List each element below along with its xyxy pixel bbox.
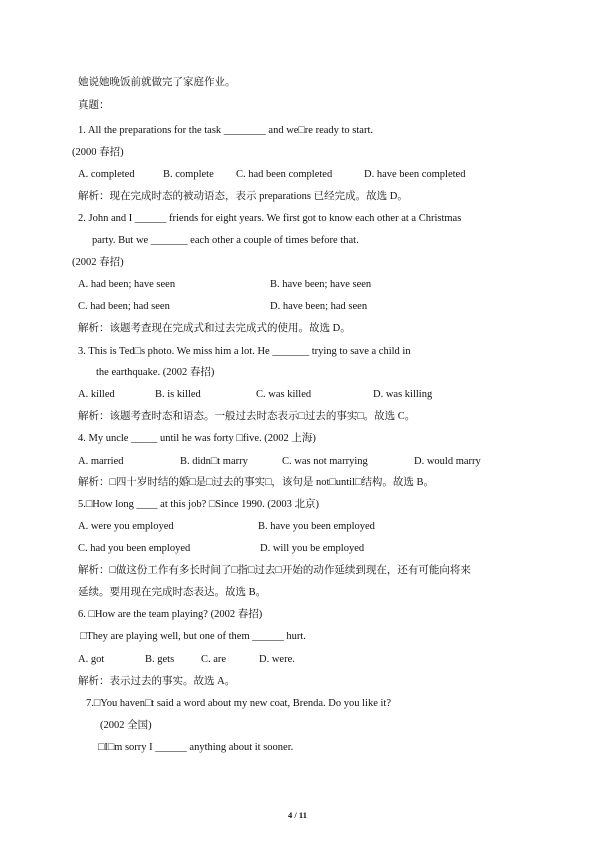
q3-analysis: 解析：该题考查时态和语态。一般过去时态表示□过去的事实□。故选 C。: [78, 411, 416, 422]
q4-analysis: 解析：□四十岁时结的婚□是□过去的事实□，该句是 not□until□结构。故选 B。: [78, 477, 434, 488]
section-label: 真题：: [78, 100, 110, 111]
q2-option-d: D. have been; had seen: [270, 301, 368, 312]
q1-stem: 1. All the preparations for the task ________ and we□re ready to start.: [78, 125, 374, 136]
q3-option-b: B. is killed: [155, 389, 201, 400]
q5-analysis-line2: 延续。要用现在完成时态表达。故选 B。: [78, 587, 267, 598]
q2-option-c: C. had been; had seen: [78, 301, 170, 312]
q6-option-a: A. got: [78, 654, 105, 665]
q1-option-b: B. complete: [163, 169, 214, 180]
q5-stem: 5.□How long ____ at this job? □Since 1990. (2003 北京): [78, 499, 320, 510]
q5-analysis-line1: 解析：□做这份工作有多长时间了□指□过去□开始的动作延续到现在，还有可能向将来: [78, 565, 471, 576]
q1-analysis: 解析：现在完成时态的被动语态，表示 preparations 已经完成。故选 D。: [78, 191, 408, 202]
q1-option-c: C. had been completed: [236, 169, 333, 180]
q4-stem: 4. My uncle _____ until he was forty □five. (2002 上海): [78, 433, 316, 444]
q4-option-d: D. would marry: [414, 456, 481, 467]
q6-analysis: 解析：表示过去的事实。故选 A。: [78, 676, 236, 687]
q5-option-c: C. had you been employed: [78, 543, 191, 554]
q2-option-a: A. had been; have seen: [78, 279, 176, 290]
q7-reply: □I□m sorry I ______ anything about it sooner.: [98, 742, 294, 753]
q1-option-d: D. have been completed: [364, 169, 466, 180]
q3-option-c: C. was killed: [256, 389, 312, 400]
q6-option-d: D. were.: [259, 654, 295, 665]
q5-option-d: D. will you be employed: [260, 543, 365, 554]
q3-stem-line2: the earthquake. (2002 春招): [96, 367, 215, 378]
q6-reply: □They are playing well, but one of them ______ hurt.: [80, 631, 306, 642]
q6-option-b: B. gets: [145, 654, 175, 665]
q2-stem-line1: 2. John and I ______ friends for eight years. We first got to know each other at a Christmas: [78, 213, 462, 224]
q2-stem-line2: party. But we _______ each other a couple of times before that.: [92, 235, 359, 246]
q2-analysis: 解析：该题考查现在完成式和过去完成式的使用。故选 D。: [78, 323, 351, 334]
q5-option-b: B. have you been employed: [258, 521, 375, 532]
q2-option-b: B. have been; have seen: [270, 279, 372, 290]
q3-option-d: D. was killing: [373, 389, 433, 400]
q4-option-b: B. didn□t marry: [180, 456, 248, 467]
page-number: 4 / 11: [288, 810, 307, 820]
q3-stem-line1: 3. This is Ted□s photo. We miss him a lot. He _______ trying to save a child in: [78, 346, 411, 357]
q4-option-c: C. was not marrying: [282, 456, 368, 467]
q7-stem: 7.□You haven□t said a word about my new coat, Brenda. Do you like it?: [86, 698, 391, 709]
q6-stem: 6. □How are the team playing? (2002 春招): [78, 609, 263, 620]
q4-option-a: A. married: [78, 456, 124, 467]
intro-sentence: 她说她晚饭前就做完了家庭作业。: [78, 77, 236, 88]
q1-option-a: A. completed: [78, 169, 135, 180]
q5-option-a: A. were you employed: [78, 521, 174, 532]
q6-option-c: C. are: [201, 654, 227, 665]
q3-option-a: A. killed: [78, 389, 115, 400]
q1-source: (2000 春招): [72, 147, 124, 158]
q2-source: (2002 春招): [72, 257, 124, 268]
q7-source: (2002 全国): [100, 720, 152, 731]
